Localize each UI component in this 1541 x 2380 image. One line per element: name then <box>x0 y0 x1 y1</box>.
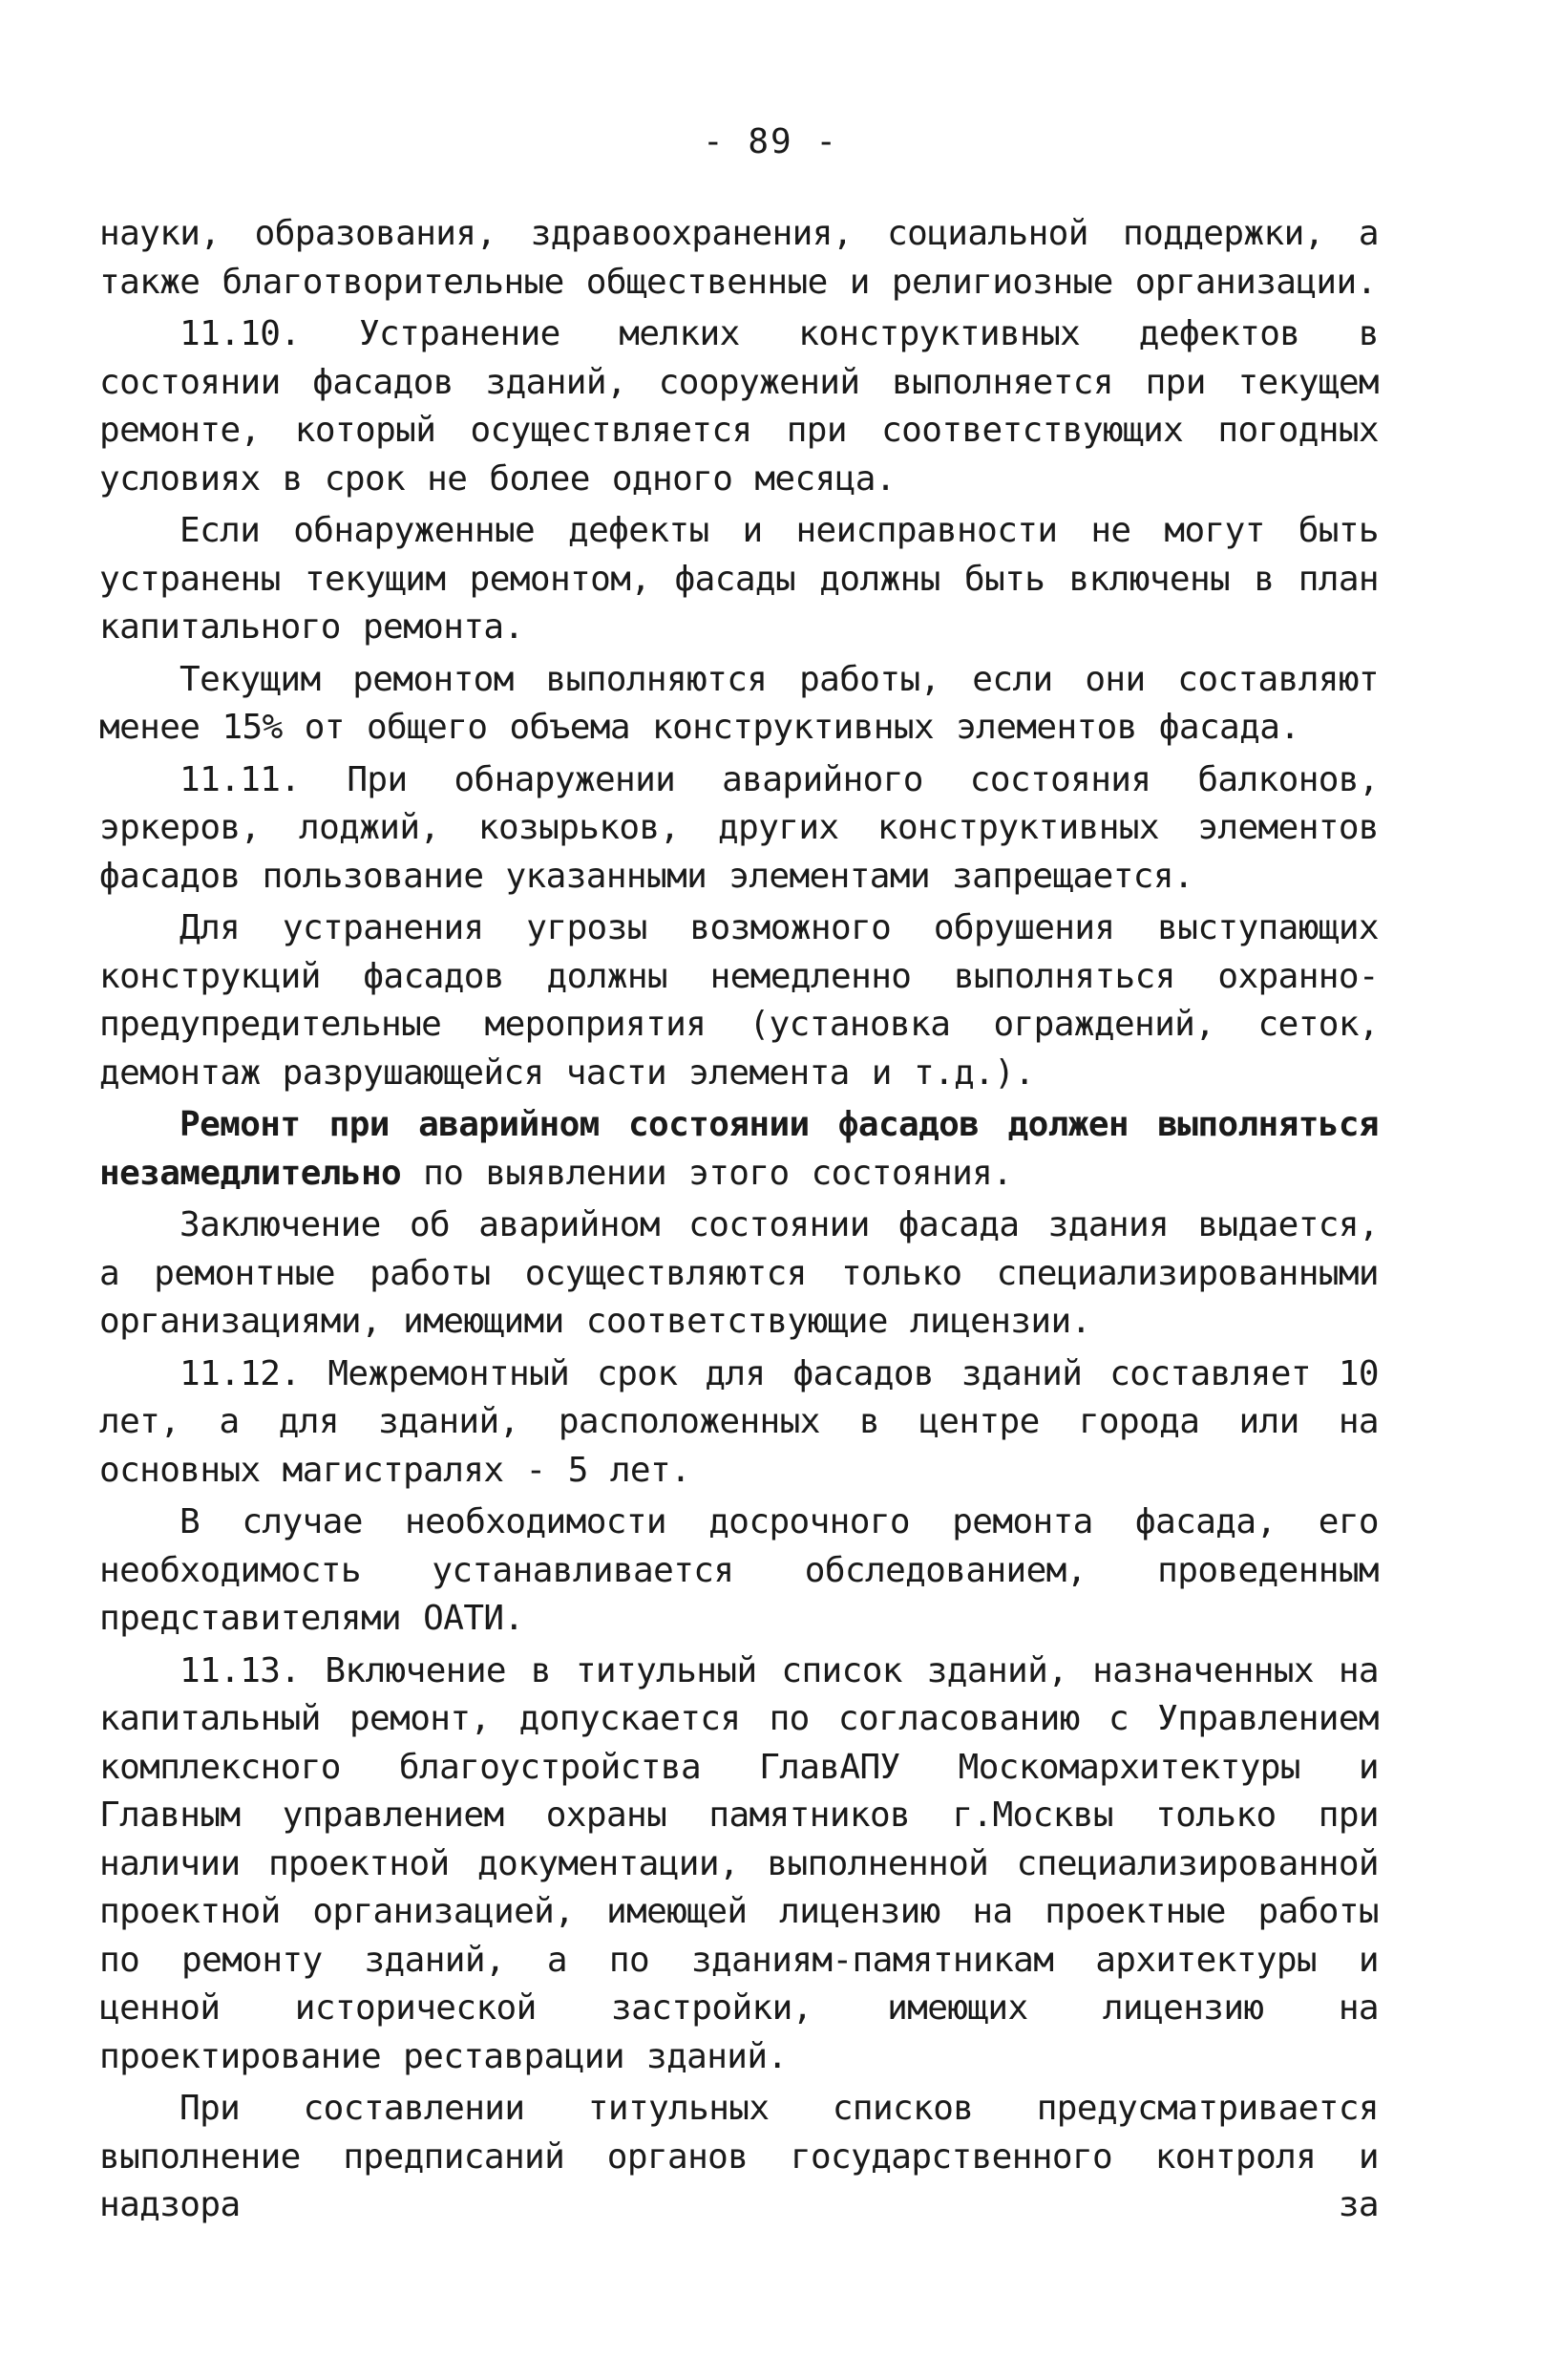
paragraph-10 <box>99 1498 1379 1644</box>
paragraph-4 <box>99 656 1379 753</box>
paragraph-9-text: 11.12. Межремонтный срок для фасадов зданий составляет 10 лет, а для зданий, расположенных в центре города или на основных магистралях - 5 лет. <box>99 1353 1379 1490</box>
paragraph-4-text: Текущим ремонтом выполняются работы, если они составляют менее 15% от общего объема конструктивных элементов фасада. <box>99 659 1379 747</box>
paragraph-3-text: Если обнаруженные дефекты и неисправности не могут быть устранены текущим ремонтом, фасады должны быть включены в план капитального ремонта. <box>99 511 1379 647</box>
paragraph-8 <box>99 1201 1379 1347</box>
paragraph-3 <box>99 507 1379 652</box>
paragraph-5-text: 11.11. При обнаружении аварийного состояния балконов, эркеров, лоджий, козырьков, других конструктивных элементов фасадов пользование указанными элементами запрещается. <box>99 759 1379 896</box>
paragraph-5 <box>99 756 1379 902</box>
paragraph-6-text: Для устранения угрозы возможного обрушения выступающих конструкций фасадов должны немедленно выполняться охранно-предупредительные мероприятия (установка ограждений, сеток, демонтаж разрушающейся части элемента и т.д.). <box>99 908 1379 1093</box>
paragraph-8-text: Заключение об аварийном состоянии фасада здания выдается, а ремонтные работы осуществляются только специализированными организациями, имеющими соответствующие лицензии. <box>99 1205 1379 1341</box>
paragraph-2 <box>99 310 1379 503</box>
paragraph-7-bold-text: Ремонт при аварийном состоянии фасадов должен выполняться незамедлительно <box>99 1105 1379 1193</box>
paragraph-11-text: 11.13. Включение в титульный список зданий, назначенных на капитальный ремонт, допускается по согласованию с Управлением комплексного благоустройства ГлавАПУ Москомархитектуры и Главным управлением охраны памятников г.Москвы только при наличии проектной документации, выполненной специализированной проектной организацией, имеющей лицензию на проектные работы по ремонту зданий, а по зданиям-памятникам архитектуры и ценной исторической застройки, имеющих лицензию на проектирование реставрации зданий. <box>99 1650 1379 2076</box>
paragraph-10-text: В случае необходимости досрочного ремонта фасада, его необходимость устанавливается обследованием, проведенным представителями ОАТИ. <box>99 1502 1379 1638</box>
page-number: - 89 - <box>702 122 839 161</box>
paragraph-2-text: 11.10. Устранение мелких конструктивных дефектов в состоянии фасадов зданий, сооружений выполняется при текущем ремонте, который осуществляется при соответствующих погодных условиях в срок не более одного месяца. <box>99 314 1379 499</box>
paragraph-12 <box>99 2085 1379 2230</box>
paragraph-1-text: науки, образования, здравоохранения, социальной поддержки, а также благотворительные общественные и религиозные организации. <box>99 214 1379 302</box>
body-text <box>99 210 1379 2230</box>
paragraph-6 <box>99 904 1379 1097</box>
paragraph-7 <box>99 1101 1379 1198</box>
paragraph-11 <box>99 1647 1379 2082</box>
paragraph-9 <box>99 1350 1379 1496</box>
paragraph-7-text: по выявлении этого состояния. <box>401 1153 1013 1193</box>
paragraph-12-text: При составлении титульных списков предусматривается выполнение предписаний органов государственного контроля и надзора за <box>99 2089 1379 2224</box>
paragraph-1 <box>99 210 1379 307</box>
